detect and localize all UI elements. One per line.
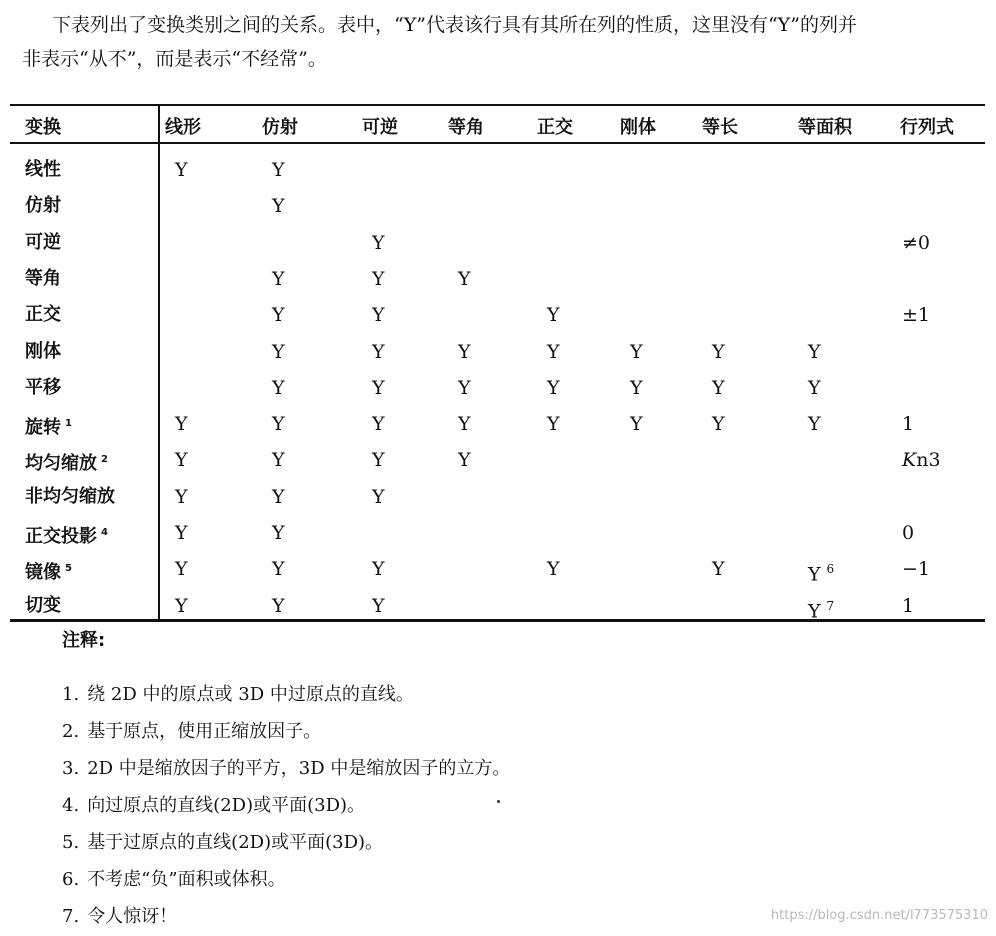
table-cell-affine xyxy=(272,487,285,507)
cell-value: Y xyxy=(272,558,285,581)
table-cell-affine xyxy=(272,305,285,325)
cell-value: Y xyxy=(272,449,285,472)
cell-value: Y xyxy=(458,449,471,472)
cell-value: Y xyxy=(272,594,285,617)
table-cell-invertible xyxy=(372,596,385,616)
column-header-invertible: 可逆 xyxy=(362,117,398,138)
row-label-text: 非均匀缩放 xyxy=(25,485,115,507)
row-label-text: 正交投影 xyxy=(25,526,97,547)
table-cell-length xyxy=(712,414,725,434)
row-label-text: 线性 xyxy=(25,159,61,180)
cell-value: Y xyxy=(547,304,560,327)
cell-value: Y xyxy=(272,267,285,290)
table-cell-orthogonal xyxy=(547,342,560,362)
cell-value: 1 xyxy=(902,413,915,436)
row-label-text: 刚体 xyxy=(25,340,61,362)
table-cell-determinant xyxy=(902,233,930,253)
row-label xyxy=(25,305,61,325)
cell-value: Y xyxy=(272,485,285,508)
intro-line-2: 非表示“从不”，而是表示“不经常”。 xyxy=(22,48,327,70)
cell-value: Y xyxy=(630,340,643,363)
cell-value: Y xyxy=(272,304,285,327)
note-item xyxy=(62,861,510,898)
cell-value: Y xyxy=(458,267,471,290)
cell-value: Y xyxy=(372,594,385,617)
table-column-divider xyxy=(158,106,160,619)
table-cell-orthogonal xyxy=(547,305,560,325)
table-cell-affine xyxy=(272,559,285,579)
column-header-affine: 仿射 xyxy=(262,117,298,138)
cell-value: Y xyxy=(808,413,821,436)
table-cell-rigid xyxy=(630,414,643,434)
table-cell-linear xyxy=(175,487,188,507)
row-label-text: 镜像 xyxy=(25,562,61,584)
table-cell-linear xyxy=(175,160,188,180)
cell-value: Y xyxy=(272,413,285,436)
table-top-rule xyxy=(10,104,985,106)
table-cell-invertible xyxy=(372,378,385,398)
row-label-text: 正交 xyxy=(25,304,61,326)
table-cell-orthogonal xyxy=(547,414,560,434)
row-label-text: 仿射 xyxy=(25,195,61,217)
table-cell-determinant xyxy=(902,523,914,543)
table-cell-affine xyxy=(272,523,285,543)
table-cell-area xyxy=(808,596,834,621)
table-cell-affine xyxy=(272,378,285,398)
cell-value: Y xyxy=(372,449,385,472)
table-bottom-rule xyxy=(10,619,985,622)
row-label-text: 均匀缩放 xyxy=(25,453,97,475)
note-text: 令人惊讶！ xyxy=(87,906,178,927)
table-cell-area xyxy=(808,559,834,584)
footnote-marker: 2 xyxy=(101,454,108,466)
table-cell-orthogonal xyxy=(547,378,560,398)
column-header-determinant: 行列式 xyxy=(900,117,954,138)
cell-value: Y xyxy=(272,340,285,363)
intro-line-1: 下表列出了变换类别之间的关系。表中，“Y”代表该行具有其所在列的性质，这里没有“Y”的列并 xyxy=(52,14,857,36)
row-label xyxy=(25,160,61,180)
row-label xyxy=(25,378,61,398)
exponent-marker: n3 xyxy=(916,449,941,472)
column-header-angle: 等角 xyxy=(448,117,484,138)
table-cell-length xyxy=(712,559,725,579)
intro-paragraph xyxy=(22,8,982,76)
table-cell-determinant xyxy=(902,305,930,325)
table-cell-linear xyxy=(175,414,188,434)
row-label xyxy=(25,342,61,362)
cell-value: Y xyxy=(547,413,560,436)
cell-value: Y xyxy=(175,594,188,617)
notes-list xyxy=(62,676,510,935)
table-cell-linear xyxy=(175,559,188,579)
row-label xyxy=(25,269,61,289)
cell-value: Y xyxy=(175,522,188,544)
table-cell-affine xyxy=(272,414,285,434)
table-cell-determinant xyxy=(902,414,914,434)
cell-value: Y xyxy=(175,485,188,508)
table-cell-affine xyxy=(272,596,285,616)
column-header-transform: 变换 xyxy=(25,117,61,138)
row-label xyxy=(25,487,115,507)
row-label-text: 可逆 xyxy=(25,231,61,253)
table-cell-invertible xyxy=(372,487,385,507)
cell-value: Y xyxy=(808,376,821,399)
cell-value: 1 xyxy=(902,594,915,617)
cell-value: Y xyxy=(272,159,285,181)
note-number: 2. xyxy=(62,721,80,742)
note-text: 2D 中是缩放因子的平方，3D 中是缩放因子的立方。 xyxy=(87,758,511,779)
cell-value: Y xyxy=(372,413,385,436)
table-cell-angle xyxy=(458,414,471,434)
note-text: 向过原点的直线(2D)或平面(3D)。 xyxy=(87,795,366,816)
cell-value: Y xyxy=(458,376,471,399)
note-text: 绕 2D 中的原点或 3D 中过原点的直线。 xyxy=(87,684,414,705)
cell-value: Y xyxy=(808,340,821,363)
table-cell-angle xyxy=(458,378,471,398)
row-label-text: 切变 xyxy=(25,594,61,616)
table-cell-angle xyxy=(458,269,471,289)
note-number: 4. xyxy=(62,795,80,816)
footnote-marker: 6 xyxy=(826,562,835,577)
column-header-length: 等长 xyxy=(702,117,738,138)
table-cell-linear xyxy=(175,596,188,616)
cell-value: Y xyxy=(372,376,385,399)
cell-value: Y xyxy=(808,599,821,622)
note-text: 基于原点，使用正缩放因子。 xyxy=(87,721,322,742)
note-number: 7. xyxy=(62,906,80,927)
cell-value: Y xyxy=(175,449,188,472)
column-header-linear: 线形 xyxy=(165,117,201,138)
cell-value: Y xyxy=(808,563,821,586)
note-item xyxy=(62,676,510,713)
cell-value: Y xyxy=(712,376,725,399)
cell-value: Y xyxy=(175,558,188,581)
cell-value: Y xyxy=(372,267,385,290)
table-cell-length xyxy=(712,378,725,398)
table-cell-invertible xyxy=(372,342,385,362)
cell-value: Y xyxy=(272,376,285,399)
note-number: 5. xyxy=(62,832,80,853)
note-item xyxy=(62,898,510,935)
cell-value: Y xyxy=(175,413,188,436)
cell-value: 0 xyxy=(902,522,915,544)
footnote-marker: 5 xyxy=(65,563,72,575)
row-label-text: 旋转 xyxy=(25,417,61,439)
column-header-area: 等面积 xyxy=(798,117,852,138)
cell-value: Y xyxy=(630,376,643,399)
table-cell-invertible xyxy=(372,450,385,470)
stray-dot xyxy=(497,800,500,803)
table-cell-area xyxy=(808,378,821,398)
cell-value: Y xyxy=(547,340,560,363)
table-cell-angle xyxy=(458,342,471,362)
footnote-marker: 4 xyxy=(101,527,108,538)
table-cell-invertible xyxy=(372,414,385,434)
cell-value: Y xyxy=(712,413,725,436)
table-cell-area xyxy=(808,414,821,434)
row-label-text: 等角 xyxy=(25,267,61,289)
cell-value: Y xyxy=(372,340,385,363)
note-number: 6. xyxy=(62,869,80,890)
cell-value: Y xyxy=(712,340,725,363)
watermark: https://blog.csdn.net/l773575310 xyxy=(770,908,988,923)
row-label xyxy=(25,196,61,216)
cell-value: Y xyxy=(272,195,285,218)
cell-value: Y xyxy=(630,413,643,436)
cell-value: −1 xyxy=(902,558,931,581)
table-cell-linear xyxy=(175,523,188,543)
cell-value: Y xyxy=(712,558,725,581)
table-cell-invertible xyxy=(372,305,385,325)
table-cell-affine xyxy=(272,450,285,470)
table-cell-angle xyxy=(458,450,471,470)
table-cell-affine xyxy=(272,160,285,180)
table-cell-rigid xyxy=(630,378,643,398)
note-number: 3. xyxy=(62,758,80,779)
table-cell-length xyxy=(712,342,725,362)
table-cell-affine xyxy=(272,342,285,362)
cell-value: Y xyxy=(372,558,385,581)
table-cell-invertible xyxy=(372,233,385,253)
table-cell-invertible xyxy=(372,269,385,289)
cell-value: Y xyxy=(372,304,385,327)
transform-relations-table xyxy=(0,104,996,622)
table-cell-area xyxy=(808,342,821,362)
notes-title: 注释: xyxy=(62,630,106,651)
table-cell-determinant xyxy=(902,559,930,579)
row-label xyxy=(25,450,108,474)
table-cell-rigid xyxy=(630,342,643,362)
table-cell-determinant xyxy=(902,450,941,470)
row-label xyxy=(25,414,72,438)
cell-value: Y xyxy=(272,522,285,544)
note-text: 不考虑“负”面积或体积。 xyxy=(87,869,286,890)
cell-value: Y xyxy=(547,376,560,399)
row-label xyxy=(25,523,108,547)
cell-value: ±1 xyxy=(902,304,931,327)
table-cell-linear xyxy=(175,450,188,470)
table-cell-invertible xyxy=(372,559,385,579)
cell-value: Y xyxy=(458,413,471,436)
note-number: 1. xyxy=(62,684,80,705)
row-label xyxy=(25,233,61,253)
cell-value: Y xyxy=(372,485,385,508)
table-cell-determinant xyxy=(902,596,914,616)
cell-value: ≠0 xyxy=(902,231,931,254)
table-cell-affine xyxy=(272,269,285,289)
cell-value: Y xyxy=(547,558,560,581)
cell-value: Y xyxy=(175,159,188,181)
table-header-rule xyxy=(10,142,985,144)
note-text: 基于过原点的直线(2D)或平面(3D)。 xyxy=(87,832,384,853)
row-label-text: 平移 xyxy=(25,376,61,398)
cell-value: Y xyxy=(372,231,385,254)
row-label xyxy=(25,559,72,583)
footnote-marker: 7 xyxy=(826,598,835,613)
note-item xyxy=(62,787,510,824)
table-cell-affine xyxy=(272,196,285,216)
notes-section xyxy=(62,626,510,935)
table-cell-orthogonal xyxy=(547,559,560,579)
cell-value: Y xyxy=(458,340,471,363)
column-header-rigid: 刚体 xyxy=(620,117,656,138)
note-item xyxy=(62,713,510,750)
footnote-marker: 1 xyxy=(65,418,72,430)
note-item xyxy=(62,824,510,861)
cell-value: K xyxy=(902,449,917,472)
note-item xyxy=(62,750,510,787)
row-label xyxy=(25,596,61,616)
column-header-orthogonal: 正交 xyxy=(537,117,573,138)
